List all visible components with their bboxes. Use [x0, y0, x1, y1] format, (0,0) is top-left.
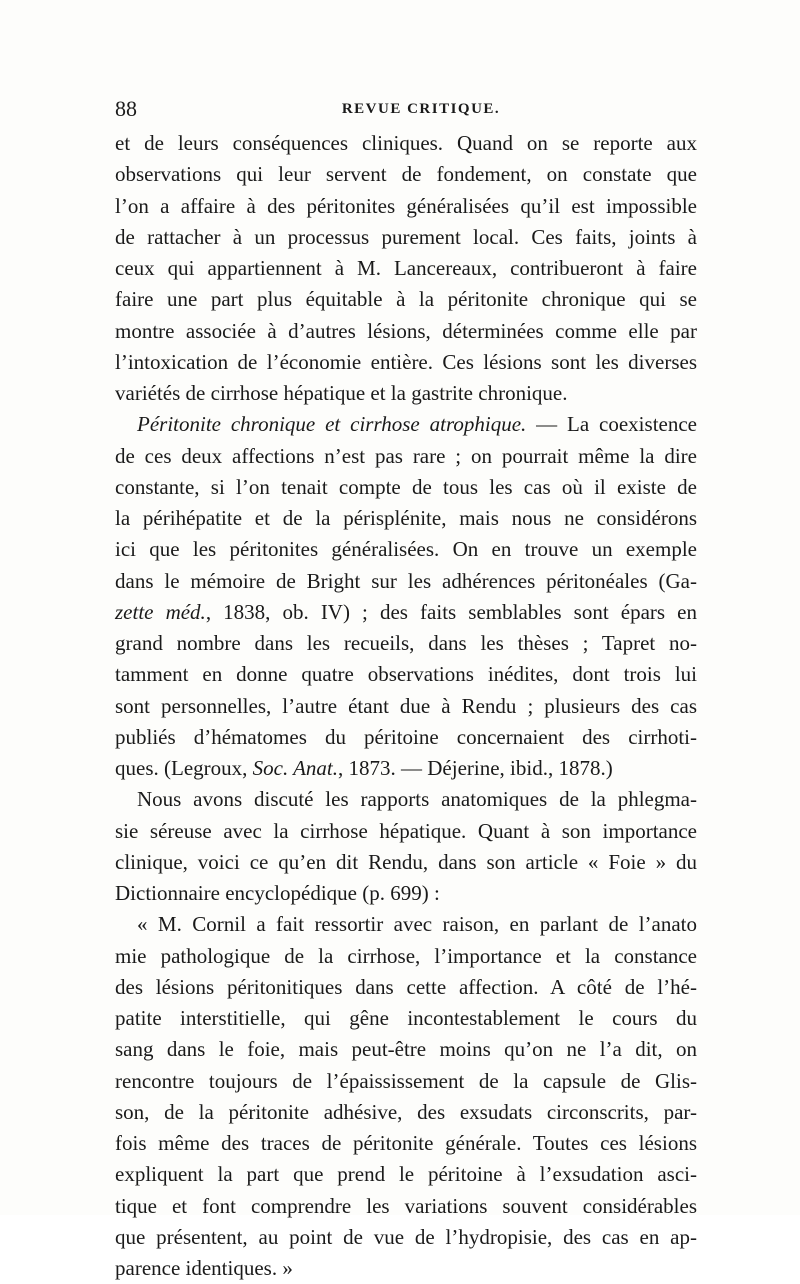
quote-line: tique et font comprendre les variations souvent considérables [115, 1193, 697, 1218]
text-line: de rattacher à un processus purement local. Ces faits, joints à [115, 224, 697, 249]
text-line: variétés de cirrhose hépatique et la gastrite chronique. [115, 381, 568, 405]
text-line: dans le mémoire de Bright sur les adhérences péritonéales (Ga- [115, 568, 697, 593]
text-line: la périhépatite et de la périsplénite, mais nous ne considérons [115, 506, 697, 530]
text-line [115, 597, 697, 628]
text-line: faire une part plus équitable à la péritonite chronique qui se [115, 287, 697, 312]
text-line: Nous avons discuté les rapports anatomiques de la phlegma- [137, 787, 697, 812]
section-heading: Péritonite chronique et cirrhose atrophique. [137, 412, 527, 437]
quote-line: rencontre toujours de l’épaississement de la capsule de Glis- [115, 1068, 697, 1093]
text-span: , 1838, ob. IV) ; des faits semblables sont épars en [205, 599, 697, 624]
page-number: 88 [115, 96, 137, 121]
text-line: et de leurs conséquences cliniques. Quand on se reporte aux [115, 131, 697, 155]
text-line: grand nombre dans les recueils, dans les thèses ; Tapret no- [115, 631, 697, 655]
quote-line: parence identiques. » [115, 1256, 293, 1280]
text-line: l’on a affaire à des péritonites généralisées qu’il est impossible [115, 193, 697, 218]
text-line [115, 753, 697, 784]
journal-title: zette méd. [115, 599, 206, 624]
text-line: sont personnelles, l’autre étant due à Rendu ; plusieurs des cas [115, 693, 697, 718]
text-line: ceux qui appartiennent à M. Lancereaux, contribueront à faire [115, 256, 697, 280]
text-line: clinique, voici ce qu’en dit Rendu, dans son article « Foie » du [115, 849, 697, 874]
text-span: — La coexistence [526, 412, 697, 437]
text-line: publiés d’hématomes du péritoine concernaient des cirrhoti- [115, 724, 697, 749]
section-heading-line [115, 409, 697, 440]
quote-line: que présentent, au point de vue de l’hydropisie, des cas en ap- [115, 1224, 697, 1249]
text-line: tamment en donne quatre observations inédites, dont trois lui [115, 662, 697, 687]
text-line: l’intoxication de l’économie entière. Ces lésions sont les diverses [115, 349, 697, 374]
text-line: observations qui leur servent de fondement, on constate que [115, 162, 697, 187]
running-head [115, 94, 697, 124]
text-line: ici que les péritonites généralisées. On en trouve un exemple [115, 537, 697, 562]
text-line: de ces deux affections n’est pas rare ; on pourrait même la dire [115, 443, 697, 468]
running-title: REVUE CRITIQUE. [341, 101, 501, 117]
text-line: constante, si l’on tenait compte de tous les cas où il existe de [115, 474, 697, 499]
body-text [115, 128, 697, 1284]
quote-line: mie pathologique de la cirrhose, l’importance et la constance [115, 943, 697, 968]
quote-line: sang dans le foie, mais peut-être moins qu’on ne l’a dit, on [115, 1037, 697, 1062]
text-span: ques. (Legroux, [115, 756, 253, 780]
quote-line: « M. Cornil a fait ressortir avec raison, en parlant de l’anato [137, 912, 697, 937]
journal-title: Soc. Anat. [252, 756, 338, 780]
quote-line: patite interstitielle, qui gêne incontestablement le cours du [115, 1006, 697, 1030]
quote-line: expliquent la part que prend le péritoine à l’exsudation asci- [115, 1162, 697, 1187]
quote-line: son, de la péritonite adhésive, des exsudats circonscrits, par- [115, 1099, 697, 1124]
text-line: sie séreuse avec la cirrhose hépatique. Quant à son importance [115, 818, 697, 843]
text-line: montre associée à d’autres lésions, déterminées comme elle par [115, 318, 697, 343]
quote-line: fois même des traces de péritonite générale. Toutes ces lésions [115, 1131, 697, 1155]
text-span: , 1873. — Déjerine, ibid., 1878.) [338, 756, 613, 780]
quote-line: des lésions péritonitiques dans cette affection. A côté de l’hé- [115, 974, 697, 999]
text-line: Dictionnaire encyclopédique (p. 699) : [115, 881, 440, 905]
